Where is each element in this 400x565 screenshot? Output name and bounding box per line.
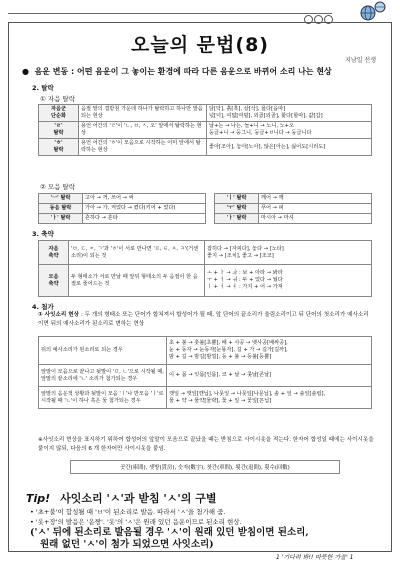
sai-sori-definition <box>38 311 374 329</box>
table-row <box>39 139 372 156</box>
tip-emphasis-1: ('ㅅ' 뒤에 된소리로 발음될 경우 'ㅅ'이 원래 있던 받침이면 된소리, <box>30 527 309 538</box>
row-desc: 음절 말의 겹받침 가운데 하나가 탈락하고 하나만 발음되는 현상 <box>79 105 207 122</box>
row-name: 'ㅎ' 탈락 <box>39 139 79 156</box>
table-row <box>39 365 372 387</box>
row-desc: 용언 어간의 'ㅎ'이 모음으로 시작하는 어미 앞에서 탈락하는 현상 <box>79 139 207 156</box>
tip-emphasis-2: 원래 없던 'ㅅ'이 첨가 되었으면 사잇소리) <box>40 539 214 550</box>
row-example: 초 + 불 → 촛불[초뿔], 배 + 사공 → 뱃사공[배싸공], 눈 + 동자 → 눈동자[눈똥자], 길 + 가 → 길가[길까], 밤 + 길 → 밤길[밤낄], 등 + 불 → 등불[등뿔] <box>167 337 372 365</box>
row-name: 'ㅡ' 탈락 <box>39 194 83 204</box>
tip-title: 사잇소리 'ㅅ'과 받침 'ㅅ'의 구별 <box>60 492 217 505</box>
table-row <box>215 204 372 214</box>
consonant-deletion-table <box>38 104 372 156</box>
intro-text: 음운 변동 : 어떤 음운이 그 놓이는 환경에 따라 다른 음운으로 바뀌어 소리 나는 현상 <box>34 67 332 76</box>
page-title: 오늘의 문법(8) <box>131 34 269 56</box>
vowel-deletion-table-left <box>38 193 206 224</box>
sai-siot-note: ※사잇소리 현상을 표시하기 위하여 합성어의 앞말이 모음으로 끝났을 때는 받침으로 사이시옷을 적는다. 한자어 합성일 때에는 사이시옷을 붙이지 않되, 다음의 6 개 한자어만 사이시옷을 붙임. <box>38 437 374 452</box>
row-name: 모음 축약 <box>39 265 69 297</box>
row-example: 잡히다 → [자피다], 놓다 → [노타] 좋지 → [조치], 좋고 → [조코] <box>205 241 372 265</box>
row-example: 깨어 → 깨 <box>259 194 372 204</box>
table-row <box>215 194 372 204</box>
hanja-examples-box: 곳간(庫間), 셋방(貰房), 숫자(數字), 찻간(車間), 툇간(退間), 횟수(回數) <box>70 460 340 474</box>
row-example: 이 + 몸 → 잇몸[인몸], 코 + 날 → 콧날[콘날] <box>167 365 372 387</box>
header-decoration <box>8 8 392 20</box>
row-example: 마시아 → 마셔 <box>259 214 372 224</box>
bullet-icon: ● <box>22 67 35 76</box>
row-example: 가아 → 가, 켜었다 → 켰다(키어 + 었다) <box>83 204 206 214</box>
vowel-deletion-table-right <box>214 193 372 224</box>
section-3-label: 3. 축약 <box>32 230 54 238</box>
page-footer: 1 '기다려 봐!! 따뜻한 가을' 1 <box>276 554 354 561</box>
row-desc: 두 형태소가 서로 만날 때 앞뒤 형태소의 두 음절이 한 음절로 줄어드는 것 <box>69 265 205 297</box>
row-desc: 앞말의 음운적 상황과 뒷말이 모음 'ㅣ'나 반모음 'ㅣ'로 시작될 때 'ㄴ'이 하나 혹은 둘 첨가되는 경우 <box>39 387 167 409</box>
intro-definition <box>22 66 332 77</box>
table-row <box>39 241 372 265</box>
tip-line-1: • '초+불'이 합성될 때 'ㅂ'이 된소리로 발음. 따라서 'ㅅ'을 첨가해 줌. <box>30 508 226 516</box>
row-name: 'ㅏ' 탈락 <box>39 214 83 224</box>
table-row <box>39 204 206 214</box>
sai-sori-term: ① 사잇소리 현상 <box>38 312 80 318</box>
row-name: 'ㅣ' 탈락 <box>215 194 259 204</box>
table-row <box>215 214 372 224</box>
row-name: 'ㅜ' 탈락 <box>215 204 259 214</box>
row-example: 고아 → 꺼, 쓰어 → 써 <box>83 194 206 204</box>
table-row <box>39 214 206 224</box>
table-row <box>39 194 206 204</box>
addition-table <box>38 336 372 409</box>
row-desc: 용언 어간의 'ㄹ'이 'ㄴ, ㅂ, ㅅ, 오' 앞에서 탈락하는 현상 <box>79 122 207 139</box>
section-4-label: 4. 첨가 <box>32 303 54 311</box>
sai-sori-text: : 두 개의 형태소 또는 단어가 합쳐져서 합성어가 될 때, 앞 단어의 끝소리가 울림소리이고 뒤 단어의 첫소리가 예사소리이면 뒤의 예사소리가 된소리로 변하는 현상 <box>38 312 369 327</box>
row-example: ㅗ + ㅏ → ㅘ : 보 + 아라 → 봐라 ㅜ + ㅓ → ㅝ : 두 + 었다 → 뒀다 ㅣ + ㅓ → ㅕ : 가지 + 어 → 가져 <box>205 265 372 297</box>
row-name: 동음 탈락 <box>39 204 83 214</box>
tip-tag: Tip! <box>26 492 51 505</box>
table-row <box>39 337 372 365</box>
row-name: 자음 축약 <box>39 241 69 265</box>
contraction-table <box>38 240 372 297</box>
tip-line-1-text: '초+불'이 합성될 때 'ㅂ'이 된소리로 발음. 따라서 'ㅅ'을 첨가해 줌. <box>35 508 226 516</box>
row-name: 자음군 단순화 <box>39 105 79 122</box>
row-example: 좋아[조아], 놓아[노아], 않은[아는], 싫어도[시러도] <box>207 139 372 156</box>
author: 지남일 선생 <box>345 57 376 64</box>
row-name: 'ㄹ' 탈락 <box>39 122 79 139</box>
row-desc: 'ㅂ, ㄷ, ㅈ, ㄱ'과 'ㅎ'이 서로 만나면 'ㅍ, ㅌ, ㅊ, ㅋ'(거센소리)이 되는 것 <box>69 241 205 265</box>
table-row <box>39 105 372 122</box>
table-row <box>39 265 372 297</box>
row-example: 날+는 → 나는, 놀+니 → 노니, 노+오 둥글+니 → 둥그니, 둥글+ㅂ니다 → 둥급니다 <box>207 122 372 139</box>
tip-heading <box>26 490 216 506</box>
row-example: 흔하다 → 흔타 <box>83 214 206 224</box>
tip-line-2: • '옷+장'의 발음은 '옫짱'. '옷'의 'ㅅ'은 원래 있던 음운이므로 된소리 현상. <box>30 518 242 526</box>
table-row <box>39 387 372 409</box>
section-2a-label: ① 자음 탈락 <box>40 95 76 103</box>
tip-line-2-text: '옷+장'의 발음은 '옫짱'. '옷'의 'ㅅ'은 원래 있던 음운이므로 된소리 현상. <box>35 518 242 526</box>
globe-icon <box>360 0 386 22</box>
row-desc: 앞말이 모음으로 끝나고 뒷말이 'ㅁ, ㄴ'으로 시작될 때, 앞말의 끝소리에 'ㄴ' 소리가 첨가되는 경우 <box>39 365 167 387</box>
section-2b-label: ② 모음 탈락 <box>40 183 76 191</box>
section-2-label: 2. 탈락 <box>32 84 54 92</box>
row-example: 깻잎 → 깻잎[깬닙], 나뭇잎 → 나뭇잎[나문닙], 솔 + 잎 → 솔잎[솔립], 물 + 약 → 물약[물략], 꽃 + 잎 → 꽃잎[꼰닙] <box>167 387 372 409</box>
row-example: 푸어 → 퍼 <box>259 204 372 214</box>
row-name: 'ㅏ' 탈락 <box>215 214 259 224</box>
row-desc: 뒤의 예사소리가 된소리로 되는 경우 <box>39 337 167 365</box>
table-row <box>39 122 372 139</box>
row-example: 닭[닥], 흙[흑], 삯[삭], 읊다[읍따] 넋[넉], 여덟[여덜], 외곬[외골], 핥다[할따], 값[갑] <box>207 105 372 122</box>
header-rule <box>8 13 332 14</box>
